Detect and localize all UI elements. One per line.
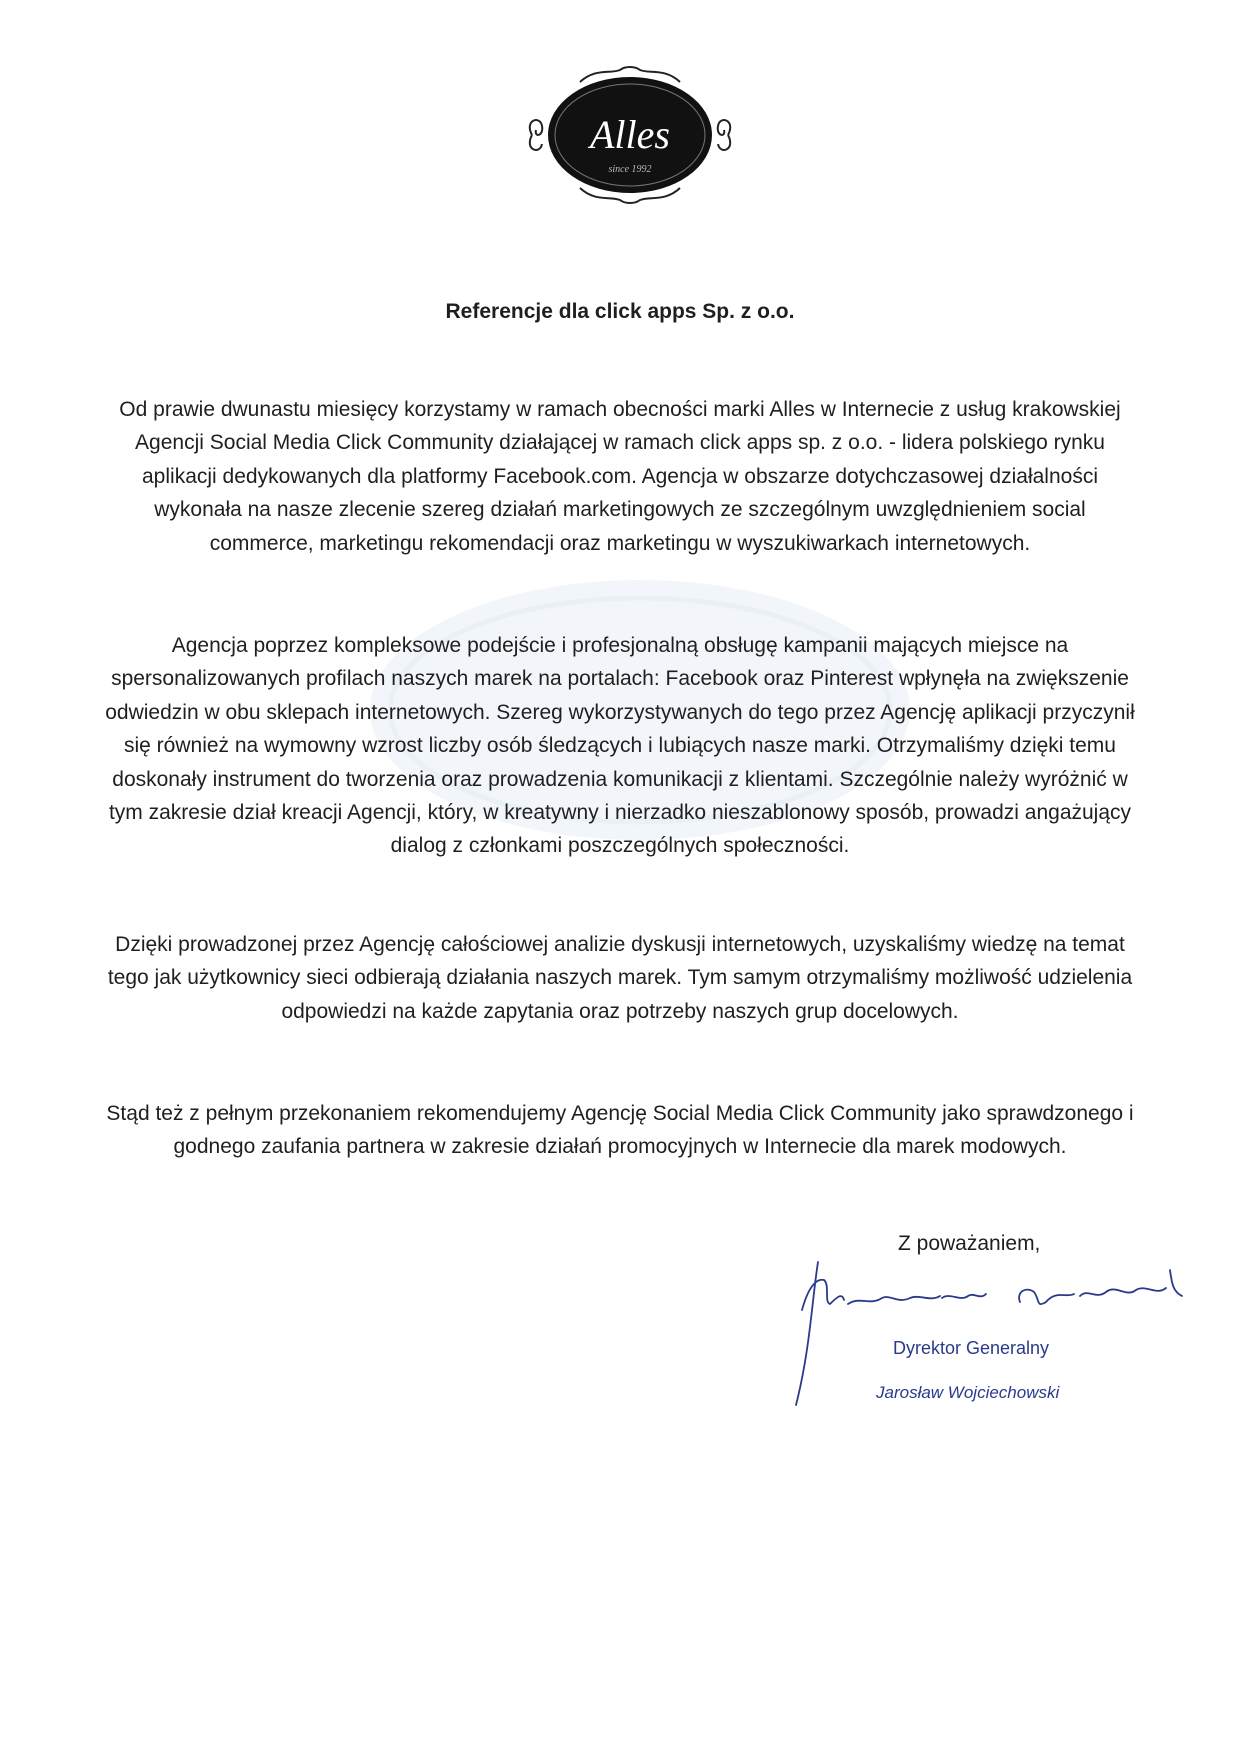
alles-logo (510, 60, 750, 210)
paragraph-3: Dzięki prowadzonej przez Agencję całościowej analizie dyskusji internetowych, uzyskaliśmy wiedzę na temat tego jak użytkownicy sieci odbierają działania naszych marek. Tym samym otrzymaliśmy możliwość udzielenia odpowiedzi na każde zapytania oraz potrzeby naszych grup docelowych. (107, 933, 1133, 1023)
signer-name: Jarosław Wojciechowski (876, 1383, 1060, 1402)
paragraph-1: Od prawie dwunastu miesięcy korzystamy w ramach obecności marki Alles w Internecie z usług krakowskiej Agencji Social Media Click Community działającej w ramach click apps sp. z o.o. - lidera polskiego rynku aplikacji dedykowanych dla platformy Facebook.com. Agencja w obszarze dotychczasowej działalności wykonała na nasze zlecenie szereg działań marketingowych ze szczególnym uwzględnieniem social commerce, marketingu rekomendacji oraz marketingu w wyszukiwarkach internetowych. (119, 398, 1121, 555)
logo-brand: Alles (590, 112, 670, 157)
document-title: Referencje dla click apps Sp. z o.o. (445, 300, 795, 323)
signer-role: Dyrektor Generalny (893, 1338, 1050, 1358)
logo-tagline: since 1992 (608, 164, 652, 175)
paragraph-4: Stąd też z pełnym przekonaniem rekomendujemy Agencję Social Media Click Community jako sprawdzonego i godnego zaufania partnera w zakresie działań promocyjnych w Internecie dla marek modowych. (106, 1102, 1134, 1159)
paragraph-2: Agencja poprzez kompleksowe podejście i profesjonalną obsługę kampanii mających miejsce na spersonalizowanych profilach naszych marek na portalach: Facebook oraz Pinterest wpłynęła na zwiększenie odwiedzin w obu sklepach internetowych. Szereg wykorzystywanych do tego przez Agencję aplikacji przyczynił się również na wymowny wzrost liczby osób śledzących i lubiących nasze marki. Otrzymaliśmy dzięki temu doskonały instrument do tworzenia oraz prowadzenia komunikacji z klientami. Szczególnie należy wyróżnić w tym zakresie dział kreacji Agencji, który, w kreatywny i nierzadko nieszablonowy sposób, prowadzi angażujący dialog z członkami poszczególnych społeczności. (105, 634, 1135, 858)
closing-salutation: Z poważaniem, (898, 1232, 1041, 1255)
